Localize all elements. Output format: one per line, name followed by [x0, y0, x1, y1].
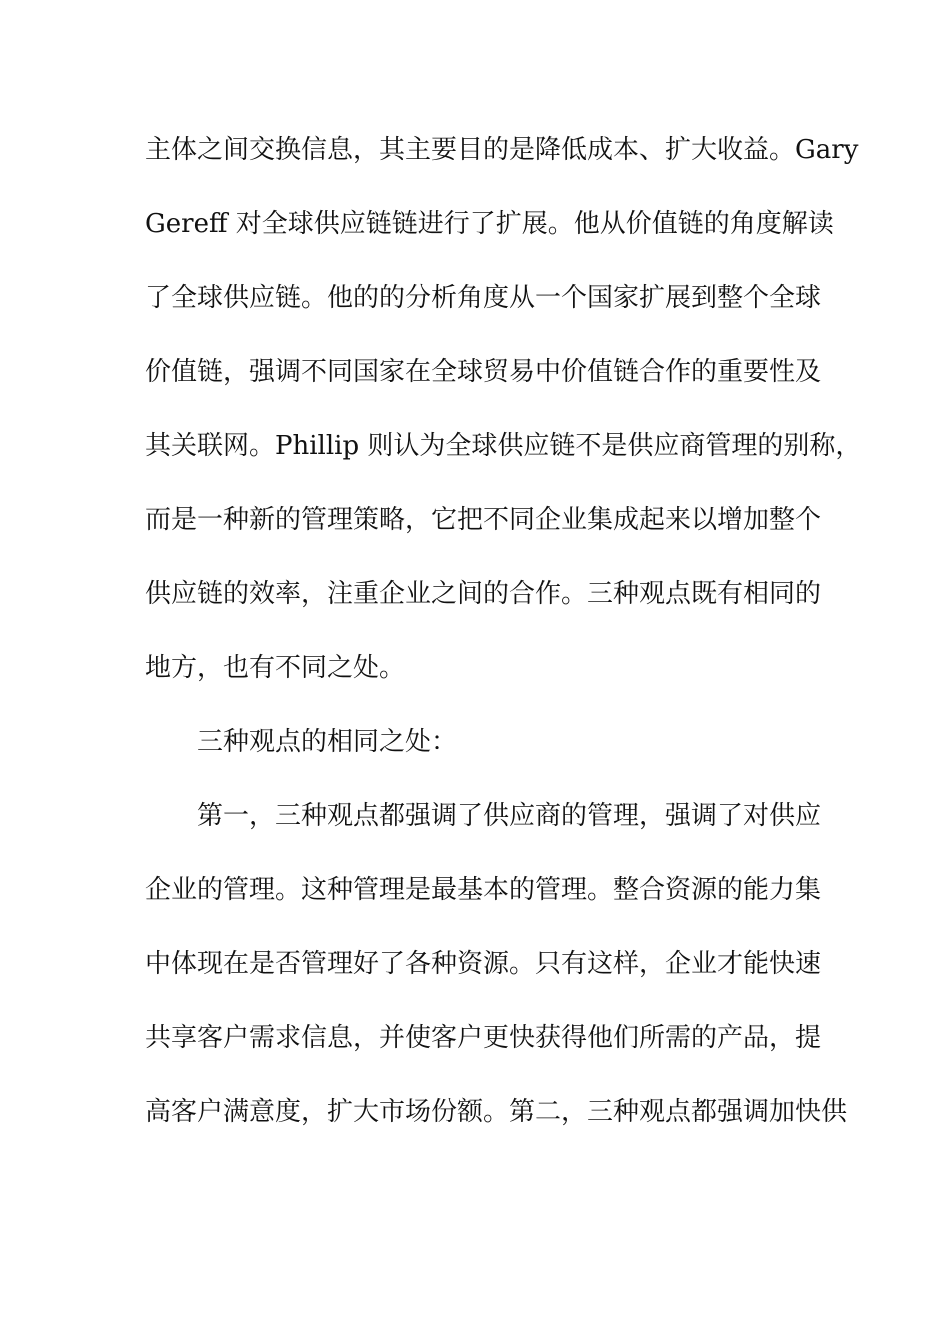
paragraph-line: 主体之间交换信息，其主要目的是降低成本、扩大收益。Gary — [145, 135, 859, 165]
paragraph-line: 其关联网。Phillip 则认为全球供应链不是供应商管理的别称， — [145, 431, 862, 461]
paragraph-line: 供应链的效率，注重企业之间的合作。三种观点既有相同的 — [145, 579, 822, 609]
paragraph-line: 企业的管理。这种管理是最基本的管理。整合资源的能力集 — [145, 875, 822, 905]
paragraph-line: 了全球供应链。他的的分析角度从一个国家扩展到整个全球 — [145, 283, 822, 313]
paragraph-line: 地方，也有不同之处。 — [145, 653, 406, 683]
section-heading: 三种观点的相同之处： — [197, 727, 458, 757]
paragraph-line: 高客户满意度，扩大市场份额。第二，三种观点都强调加快供 — [145, 1097, 848, 1127]
paragraph-line: 共享客户需求信息，并使客户更快获得他们所需的产品，提 — [145, 1023, 822, 1053]
paragraph-line: 第一，三种观点都强调了供应商的管理，强调了对供应 — [197, 801, 822, 831]
paragraph-line: Gereff 对全球供应链链进行了扩展。他从价值链的角度解读 — [145, 209, 834, 239]
paragraph-line: 而是一种新的管理策略，它把不同企业集成起来以增加整个 — [145, 505, 822, 535]
paragraph-line: 价值链，强调不同国家在全球贸易中价值链合作的重要性及 — [145, 357, 822, 387]
paragraph-line: 中体现在是否管理好了各种资源。只有这样，企业才能快速 — [145, 949, 822, 979]
